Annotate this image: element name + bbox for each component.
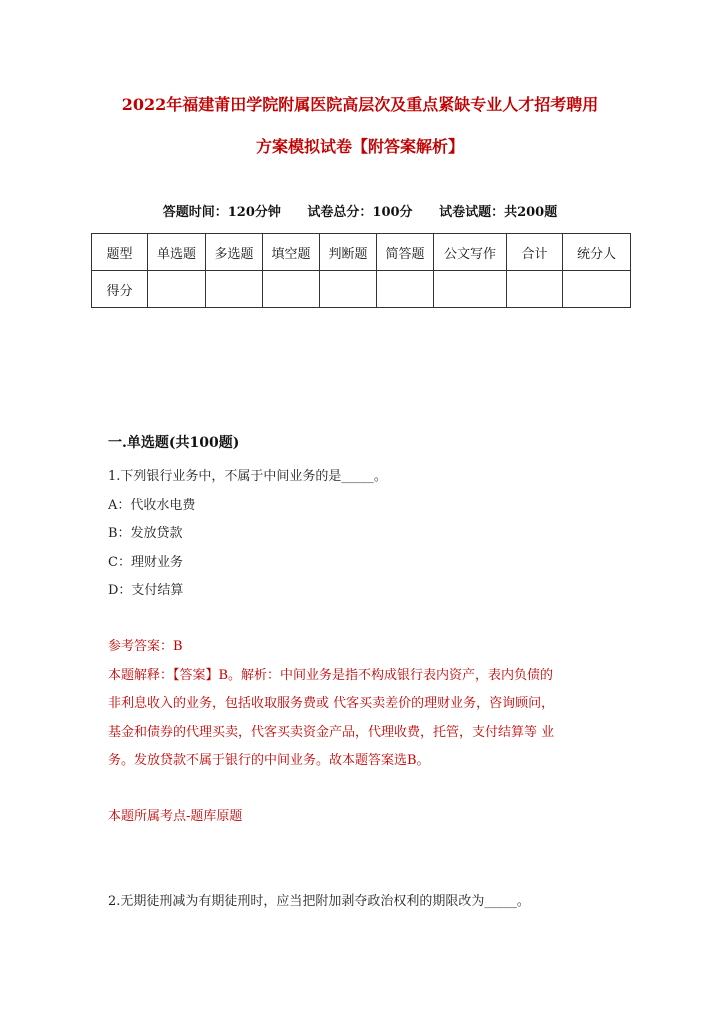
exam-question-count: 试卷试题：共200题 [439, 205, 558, 220]
question-1-explanation-line: 务。发放贷款不属于银行的中间业务。故本题答案选B。 [108, 753, 430, 768]
section-title: 一.单选题(共100题) [108, 435, 240, 451]
question-1-explanation-line: 基金和债券的代理买卖，代客买卖资金产品，代理收费，托管，支付结算等 业 [108, 725, 555, 740]
exam-info [0, 201, 720, 220]
question-1-option-a: A：代收水电费 [108, 498, 196, 513]
table-header-cell: 简答题 [377, 234, 434, 271]
question-1-option-d: D：支付结算 [108, 583, 184, 598]
document-title-line-2: 方案模拟试卷【附答案解析】 [255, 137, 464, 156]
table-header-cell: 填空题 [263, 234, 320, 271]
question-1-option-b: B：发放贷款 [108, 526, 183, 541]
table-header-cell: 公文写作 [434, 234, 507, 271]
score-cell [563, 271, 631, 308]
score-cell [507, 271, 563, 308]
question-1-option-c: C：理财业务 [108, 555, 183, 570]
question-1-explanation-line: 本题解释：【答案】B。解析：中间业务是指不构成银行表内资产，表内负债的 [108, 668, 554, 683]
table-header-cell: 题型 [92, 234, 148, 271]
score-table-score-row [92, 271, 631, 308]
score-table-header-row [92, 234, 631, 271]
score-cell [377, 271, 434, 308]
question-1-knowledge-point: 本题所属考点-题库原题 [108, 809, 243, 824]
score-cell [263, 271, 320, 308]
question-1-explanation-line: 非利息收入的业务，包括收取服务费或 代客买卖差价的理财业务，咨询顾问， [108, 696, 555, 711]
question-2-stem: 2.无期徒刑减为有期徒刑时，应当把附加剥夺政治权利的期限改为_____。 [108, 894, 530, 909]
document-title-line-1: 2022年福建莆田学院附属医院高层次及重点紧缺专业人才招考聘用 [121, 95, 599, 114]
exam-total-score: 试卷总分：100分 [307, 205, 413, 220]
table-header-cell: 判断题 [320, 234, 377, 271]
table-header-cell: 合计 [507, 234, 563, 271]
score-cell [148, 271, 206, 308]
table-header-cell: 多选题 [206, 234, 263, 271]
exam-time: 答题时间：120分钟 [162, 205, 281, 220]
question-1-stem: 1.下列银行业务中，不属于中间业务的是_____。 [108, 469, 387, 484]
table-header-cell: 统分人 [563, 234, 631, 271]
question-1-answer: 参考答案：B [108, 639, 183, 654]
score-row-label: 得分 [92, 271, 148, 308]
score-cell [206, 271, 263, 308]
score-cell [434, 271, 507, 308]
score-cell [320, 271, 377, 308]
table-header-cell: 单选题 [148, 234, 206, 271]
score-table [91, 233, 631, 308]
